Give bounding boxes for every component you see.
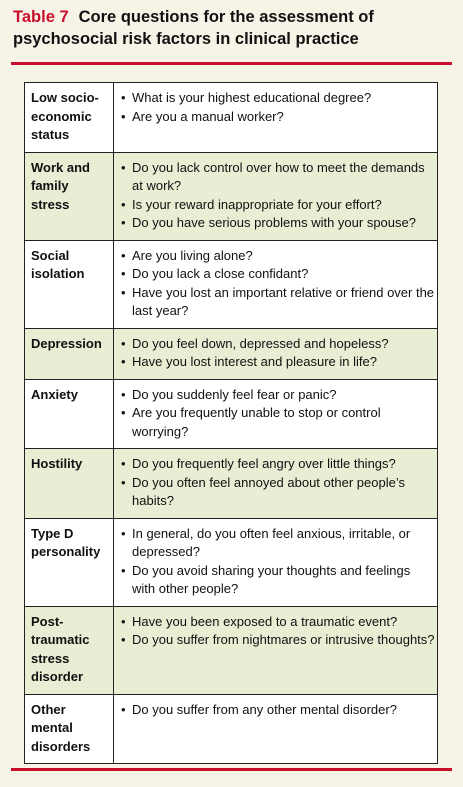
question-item: • What is your highest educational degree? [120, 89, 435, 108]
question-item: • Do you suffer from any other mental disorder? [120, 701, 435, 720]
questions-cell [114, 83, 438, 153]
question-item: • Do you suddenly feel fear or panic? [120, 386, 435, 405]
question-item: • Do you often feel annoyed about other people’s habits? [120, 474, 435, 511]
risk-factor-cell: Hostility [25, 449, 114, 519]
table-row [25, 83, 438, 153]
question-list [120, 455, 435, 511]
risk-factor-cell: Type D personality [25, 518, 114, 606]
question-list [120, 159, 435, 233]
questions-cell [114, 240, 438, 328]
question-list [120, 701, 435, 720]
risk-factor-cell: Social isolation [25, 240, 114, 328]
risk-factor-cell: Depression [25, 328, 114, 379]
table-row [25, 606, 438, 694]
risk-factor-cell: Other mental disorders [25, 694, 114, 764]
questions-table-body [25, 83, 438, 764]
table-row [25, 328, 438, 379]
bottom-rule [11, 768, 452, 771]
question-item: • Do you suffer from nightmares or intrusive thoughts? [120, 631, 435, 650]
table-row [25, 379, 438, 449]
questions-cell [114, 694, 438, 764]
question-list [120, 335, 435, 372]
questions-cell [114, 152, 438, 240]
question-list [120, 247, 435, 321]
table-title [13, 6, 453, 50]
question-item: • Are you frequently unable to stop or control worrying? [120, 404, 435, 441]
question-list [120, 525, 435, 599]
question-item: • Are you living alone? [120, 247, 435, 266]
question-item: • Do you lack control over how to meet the demands at work? [120, 159, 435, 196]
question-item: • Do you lack a close confidant? [120, 265, 435, 284]
risk-factor-cell: Anxiety [25, 379, 114, 449]
question-item: • Have you been exposed to a traumatic event? [120, 613, 435, 632]
questions-cell [114, 379, 438, 449]
question-item: • Is your reward inappropriate for your effort? [120, 196, 435, 215]
question-item: • Do you avoid sharing your thoughts and feelings with other people? [120, 562, 435, 599]
risk-factor-cell: Post-traumatic stress disorder [25, 606, 114, 694]
questions-cell [114, 518, 438, 606]
questions-cell [114, 449, 438, 519]
question-item: • Have you lost interest and pleasure in life? [120, 353, 435, 372]
question-item: • Do you frequently feel angry over little things? [120, 455, 435, 474]
question-list [120, 89, 435, 126]
question-item: • Do you feel down, depressed and hopeless? [120, 335, 435, 354]
questions-table [24, 82, 438, 764]
table-row [25, 152, 438, 240]
questions-cell [114, 606, 438, 694]
table-row [25, 449, 438, 519]
table-row [25, 518, 438, 606]
risk-factor-cell: Low socio-economic status [25, 83, 114, 153]
table-caption: Core questions for the assessment of psychosocial risk factors in clinical practice [13, 8, 374, 48]
questions-cell [114, 328, 438, 379]
question-item: • Have you lost an important relative or friend over the last year? [120, 284, 435, 321]
top-rule [11, 62, 452, 65]
question-list [120, 386, 435, 442]
question-list [120, 613, 435, 650]
risk-factor-cell: Work and family stress [25, 152, 114, 240]
table-row [25, 694, 438, 764]
table-row [25, 240, 438, 328]
question-item: • In general, do you often feel anxious, irritable, or depressed? [120, 525, 435, 562]
question-item: • Do you have serious problems with your spouse? [120, 214, 435, 233]
table-number: Table 7 [13, 8, 69, 26]
question-item: • Are you a manual worker? [120, 108, 435, 127]
